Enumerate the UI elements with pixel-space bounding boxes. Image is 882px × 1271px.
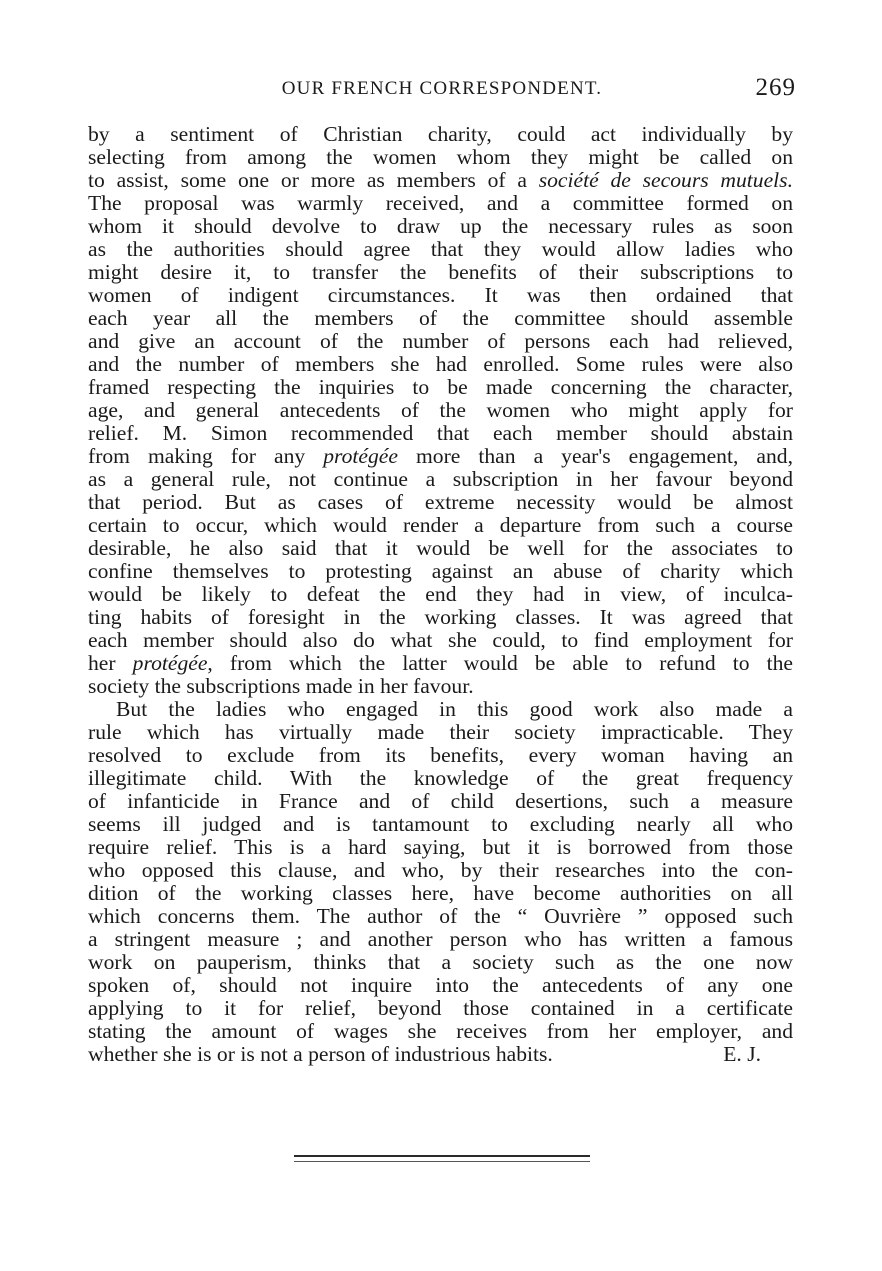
final-line: [88, 1043, 793, 1066]
text-line: applying to it for relief, beyond those contained in a certificate: [88, 996, 793, 1020]
text-line: certain to occur, which would render a departure from such a course: [88, 513, 793, 537]
text-line: require relief. This is a hard saying, but it is borrowed from those: [88, 835, 793, 859]
author-signature: E. J.: [723, 1042, 761, 1066]
text-line: to assist, some one or more as members of a société de secours mutuels.: [88, 168, 793, 192]
section-divider: [294, 1155, 590, 1157]
text-line: her protégée, from which the latter would be able to refund to the: [88, 651, 793, 675]
text-line: a stringent measure ; and another person who has written a famous: [88, 927, 793, 951]
text-line: of infanticide in France and of child desertions, such a measure: [88, 789, 793, 813]
running-title: OUR FRENCH CORRESPONDENT.: [281, 78, 603, 99]
text-line: each year all the members of the committee should assemble: [88, 306, 793, 330]
text-line: women of indigent circumstances. It was then ordained that: [88, 283, 793, 307]
paragraph-2: [88, 698, 793, 1066]
text-line: which concerns them. The author of the “ Ouvrière ” opposed such: [88, 904, 793, 928]
paragraph-1: [88, 123, 793, 698]
text-line: might desire it, to transfer the benefits of their subscriptions to: [88, 260, 793, 284]
text-line: rule which has virtually made their society impracticable. They: [88, 720, 793, 744]
text-line: each member should also do what she could, to find employment for: [88, 628, 793, 652]
text-line: ting habits of foresight in the working classes. It was agreed that: [88, 605, 793, 629]
text-line: desirable, he also said that it would be well for the associates to: [88, 536, 793, 560]
text-line: society the subscriptions made in her favour.: [88, 674, 474, 698]
text-line: spoken of, should not inquire into the antecedents of any one: [88, 973, 793, 997]
section-divider-thin: [294, 1161, 590, 1162]
text-line: framed respecting the inquiries to be made concerning the character,: [88, 375, 793, 399]
text-line: age, and general antecedents of the women who might apply for: [88, 398, 793, 422]
text-line: from making for any protégée more than a year's engagement, and,: [88, 444, 793, 468]
text-line: confine themselves to protesting against an abuse of charity which: [88, 559, 793, 583]
text-line: would be likely to defeat the end they had in view, of inculca-: [88, 582, 793, 606]
text-line: as the authorities should agree that they would allow ladies who: [88, 237, 793, 261]
text-line: But the ladies who engaged in this good work also made a: [116, 697, 793, 721]
article-body: [88, 123, 793, 1066]
text-line: whom it should devolve to draw up the necessary rules as soon: [88, 214, 793, 238]
text-line: illegitimate child. With the knowledge of the great frequency: [88, 766, 793, 790]
text-line: that period. But as cases of extreme necessity would be almost: [88, 490, 793, 514]
text-line: and give an account of the number of persons each had relieved,: [88, 329, 793, 353]
text-line: relief. M. Simon recommended that each member should abstain: [88, 421, 793, 445]
text-line: and the number of members she had enrolled. Some rules were also: [88, 352, 793, 376]
text-line: stating the amount of wages she receives from her employer, and: [88, 1019, 793, 1043]
text-line: who opposed this clause, and who, by their researches into the con-: [88, 858, 793, 882]
text-line: work on pauperism, thinks that a society such as the one now: [88, 950, 793, 974]
text-line: as a general rule, not continue a subscription in her favour beyond: [88, 467, 793, 491]
text-line: selecting from among the women whom they might be called on: [88, 145, 793, 169]
text-line: The proposal was warmly received, and a committee formed on: [88, 191, 793, 215]
text-line: dition of the working classes here, have become authorities on all: [88, 881, 793, 905]
page-number: 269: [755, 74, 796, 101]
text-line: seems ill judged and is tantamount to excluding nearly all who: [88, 812, 793, 836]
text-line: whether she is or is not a person of industrious habits.: [88, 1042, 553, 1066]
page-header: [88, 76, 796, 106]
text-line: by a sentiment of Christian charity, could act individually by: [88, 122, 793, 146]
text-line: resolved to exclude from its benefits, every woman having an: [88, 743, 793, 767]
